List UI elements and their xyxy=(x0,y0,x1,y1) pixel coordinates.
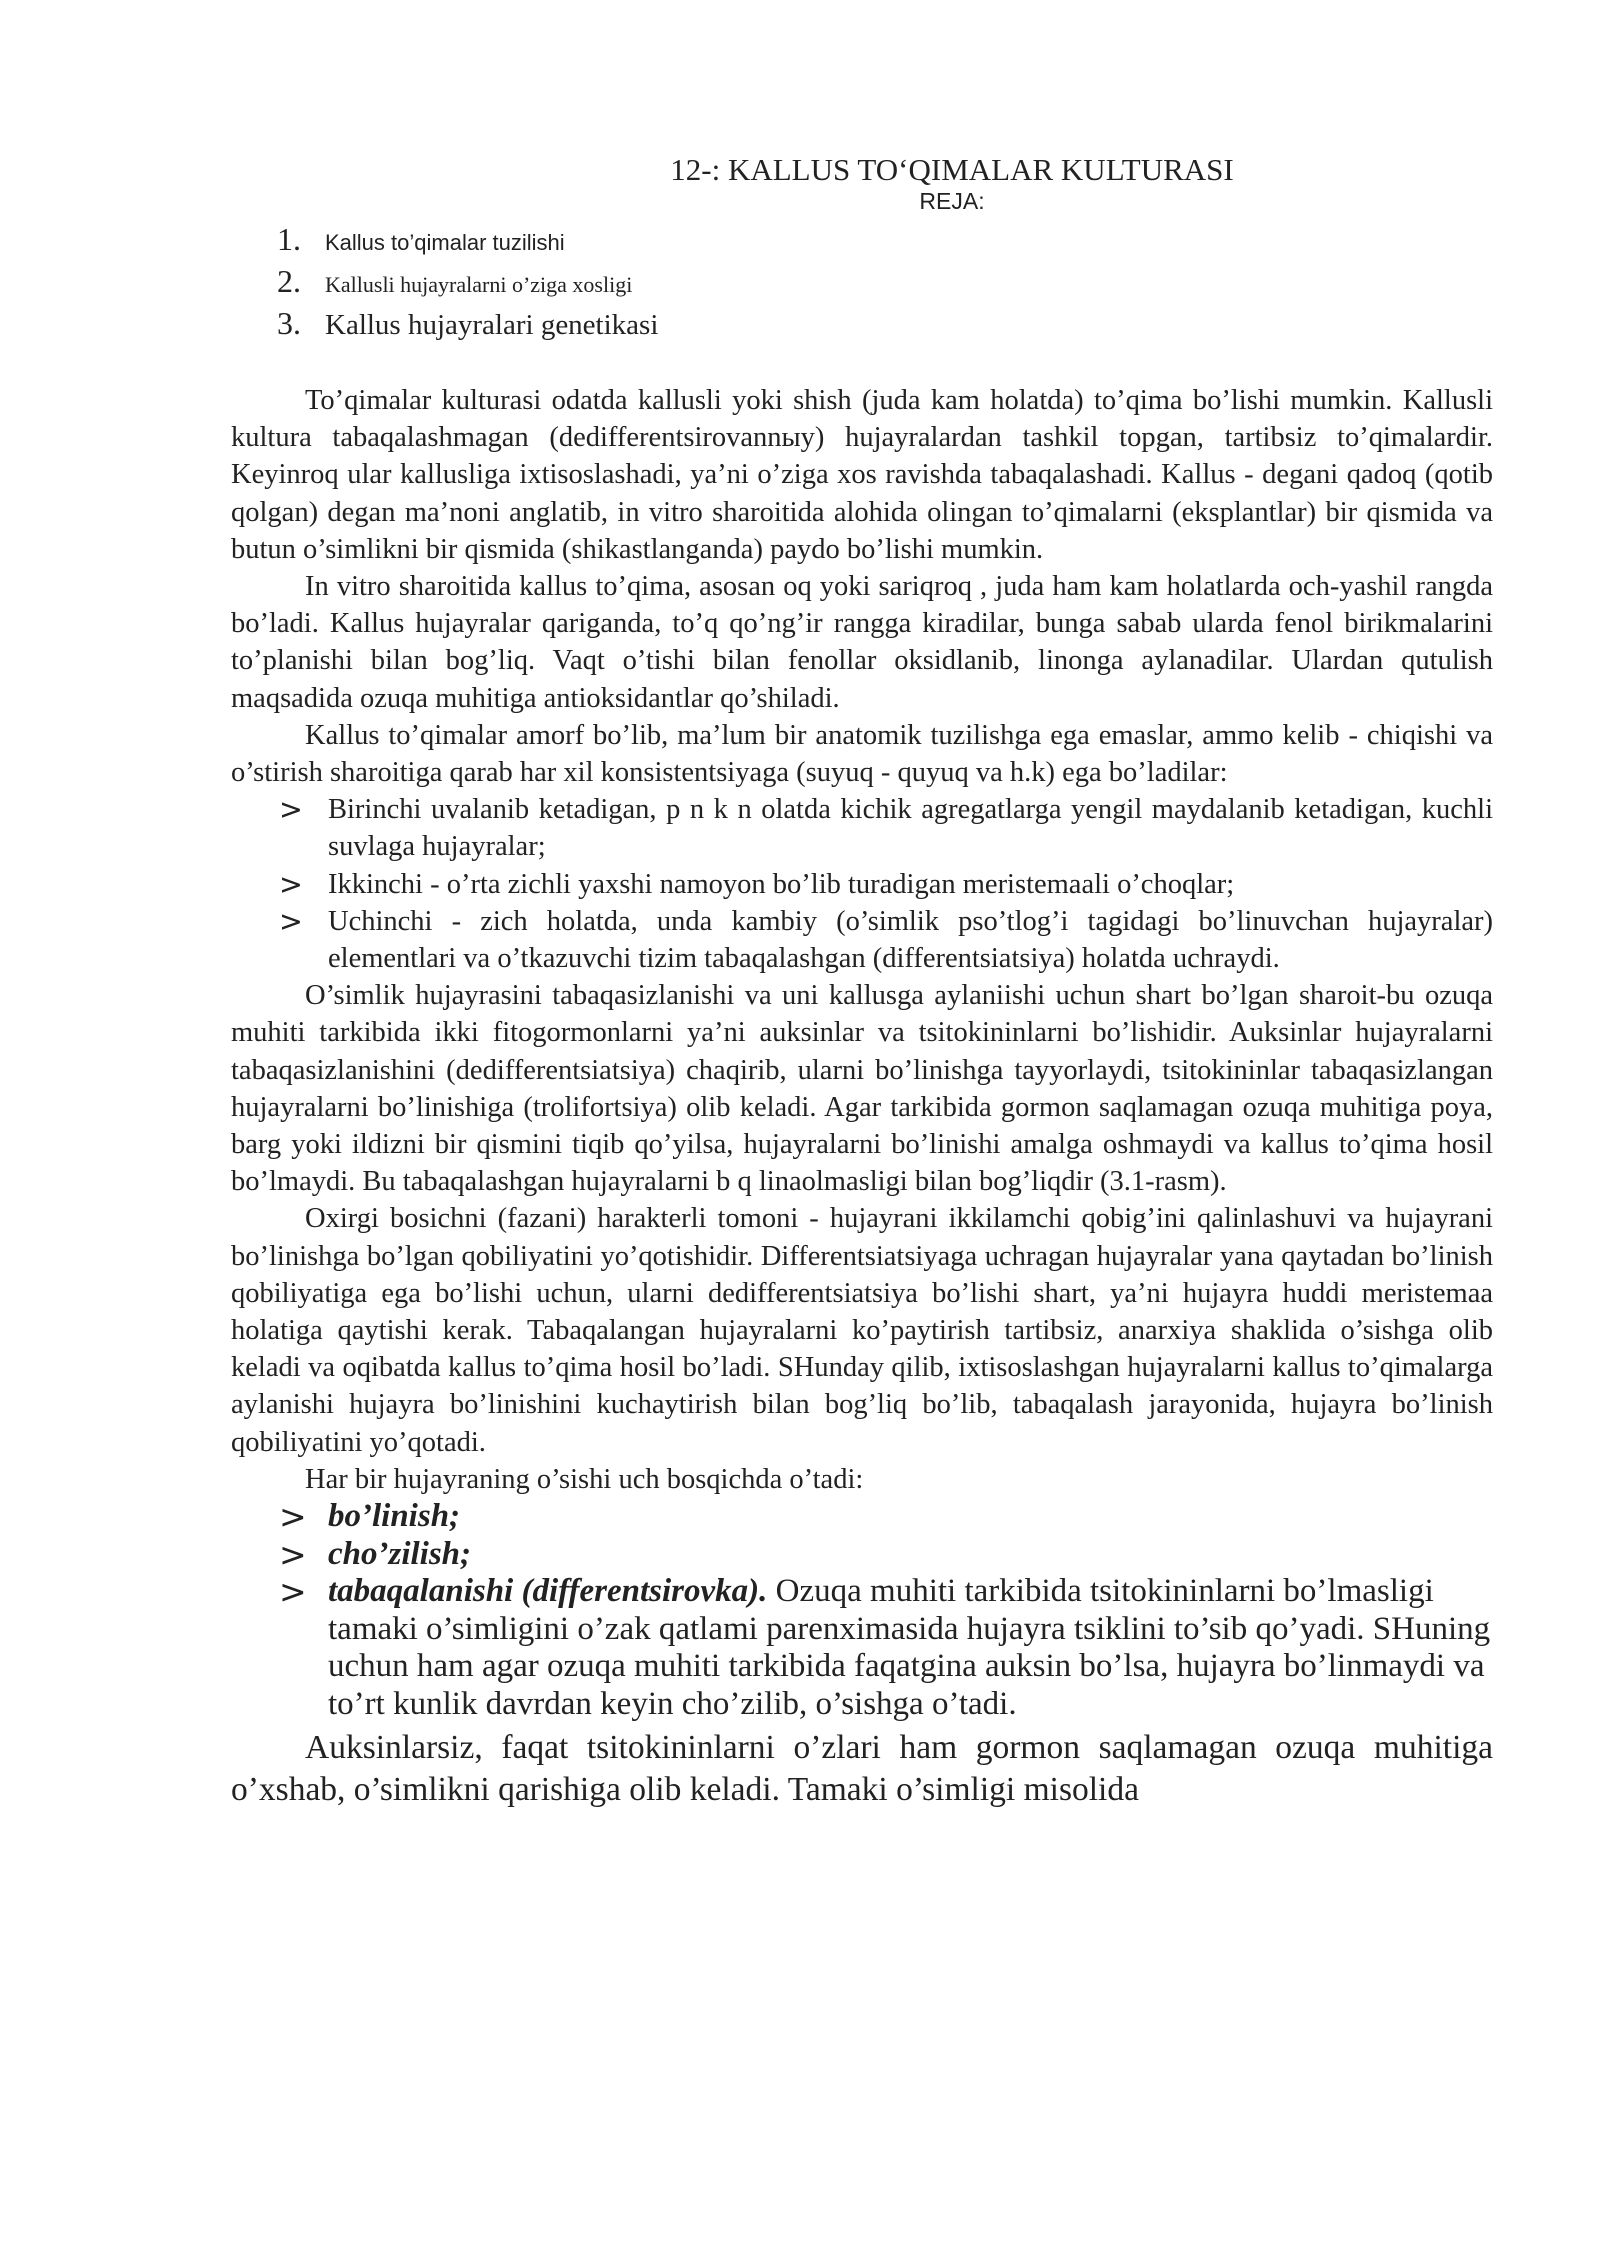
plan-item xyxy=(277,220,1493,262)
paragraph: Auksinlarsiz, faqat tsitokininlarni o’zlari ham gormon saqlamagan ozuqa muhitiga o’xshab, o’simlikni qarishiga olib keladi. Tamaki o’simligi misolida xyxy=(231,1729,1493,1809)
plan-item-text: Kallus hujayralari genetikasi xyxy=(325,309,659,341)
bullet-item xyxy=(231,1536,1493,1574)
bullet-text: Ozuqa muhiti tarkibida tsitokininlarni bo’lmasligi tamaki o’simligini o’zak qatlami parenximasida hujayra tsiklini to’sib qo’yadi. SHuning uchun ham agar ozuqa muhiti tarkibida faqatgina auksin bo’lsa, hujayra bo’linmaydi va to’rt kunlik davrdan keyin cho’zilib, o’sishga o’tadi. xyxy=(328,1573,1491,1722)
bullet-arrow-icon: > xyxy=(279,1572,307,1612)
page-title: 12-: KALLUS TO‘QIMALAR KULTURASI xyxy=(670,152,1234,187)
bullet-text: Birinchi uvalanib ketadigan, p n k n olatda kichik agregatlarga yengil maydalanib ketadigan, kuchli suvlaga hujayralar; xyxy=(328,794,1493,863)
bullet-arrow-icon: > xyxy=(279,867,303,901)
paragraph: Kallus to’qimalar amorf bo’lib, ma’lum bir anatomik tuzilishga ega emaslar, ammo kelib - chiqishi va o’stirish sharoitiga qarab har xil konsistentsiyaga (suyuq - quyuq va h.k) ega bo’ladilar: xyxy=(231,719,1493,789)
paragraph: Har bir hujayraning o’sishi uch bosqichda o’tadi: xyxy=(305,1463,864,1495)
bullet-item xyxy=(231,1573,1493,1723)
plan-item-number: 2. xyxy=(277,263,301,299)
bullet-arrow-icon: > xyxy=(279,1497,307,1537)
bullet-arrow-icon: > xyxy=(279,904,303,938)
paragraph: O’simlik hujayrasini tabaqasizlanishi va uni kallusga aylaniishi uchun shart bo’lgan sharoit-bu ozuqa muhiti tarkibida ikki fitogormonlarni ya’ni auksinlar va tsitokininlarni bo’lishidir. Auksinlar hujayralarni tabaqasizlanishini (dedifferentsiatsiya) chaqirib, ularni bo’linishga tayyorlaydi, tsitokininlar tabaqasizlangan hujayralarni bo’linishiga (trolifortsiya) olib keladi. Agar tarkibida gormon saqlamagan ozuqa muhitiga poya, barg yoki ildizni bir qismini tiqib qo’yilsa, hujayralarni bo’linishi amalga oshmaydi va kallus to’qima hosil bo’lmaydi. Bu tabaqalashgan hujayralarni b q linaolmasligi bilan bog’liqdir (3.1-rasm). xyxy=(231,980,1493,1198)
bullet-arrow-icon: > xyxy=(279,793,303,827)
bullet-arrow-icon: > xyxy=(279,1534,307,1574)
plan-item-text: Kallusli hujayralarni o’ziga xosligi xyxy=(325,272,633,297)
plan-list xyxy=(277,220,1493,344)
bullet-item xyxy=(231,791,1493,865)
plan-item xyxy=(277,304,1493,344)
bullet-item xyxy=(231,903,1493,977)
growth-stages-list xyxy=(231,1498,1493,1723)
paragraph: To’qimalar kulturasi odatda kallusli yoki shish (juda kam holatda) to’qima bo’lishi mumkin. Kallusli kultura tabaqalashmagan (dedifferentsirovannыy) hujayralardan tashkil topgan, tartibsiz to’qimalardir. Keyinroq ular kallusliga ixtisoslashadi, ya’ni o’ziga xos ravishda tabaqalashadi. Kallus - degani qadoq (qotib qolgan) degan ma’noni anglatib, in vitro sharoitida alohida olingan to’qimalarni (eksplantlar) bir qismida va butun o’simlikni bir qismida (shikastlanganda) paydo bo’lishi mumkin. xyxy=(231,385,1493,565)
plan-item-text: Kallus to’qimalar tuzilishi xyxy=(325,230,565,255)
plan-item xyxy=(277,262,1493,304)
bullet-item xyxy=(231,866,1493,903)
plan-item-number: 1. xyxy=(277,221,301,257)
bullet-bold-text: cho’zilish; xyxy=(328,1535,472,1572)
plan-item-number: 3. xyxy=(277,305,301,341)
body-text xyxy=(231,382,1493,1811)
plan-heading: REJA: xyxy=(919,188,985,214)
bullet-bold-text: bo’linish; xyxy=(328,1498,461,1535)
bullet-text: Uchinchi - zich holatda, unda kambiy (o’simlik pso’tlog’i tagidagi bo’linuvchan hujayralar) elementlari va o’tkazuvchi tizim tabaqalashgan (differentsiatsiya) holatda uchraydi. xyxy=(328,905,1493,975)
bullet-item xyxy=(231,1498,1493,1536)
bullet-list xyxy=(231,791,1493,977)
paragraph: In vitro sharoitida kallus to’qima, asosan oq yoki sariqroq , juda ham kam holatlarda och-yashil rangda bo’ladi. Kallus hujayralar qariganda, to’q qo’ng’ir rangga kiradilar, bunga sabab ularda fenol birikmalarini to’planishi bilan bog’liq. Vaqt o’tishi bilan fenollar oksidlanib, linonga aylanadilar. Ulardan qutulish maqsadida ozuqa muhitiga antioksidantlar qo’shiladi. xyxy=(231,571,1493,714)
bullet-text: Ikkinchi - o’rta zichli yaxshi namoyon bo’lib turadigan meristemaali o’choqlar; xyxy=(328,868,1235,900)
document-content xyxy=(231,151,1493,1811)
paragraph: Oxirgi bosichni (fazani) harakterli tomoni - hujayrani ikkilamchi qobig’ini qalinlashuvi va hujayrani bo’linishga bo’lgan qobiliyatini yo’qotishidir. Differentsiatsiyaga uchragan hujayralar yana qaytadan bo’linish qobiliyatiga ega bo’lishi uchun, ularni dedifferentsiatsiya bo’lishi shart, ya’ni hujayra huddi meristemaa holatiga qaytishi kerak. Tabaqalangan hujayralarni ko’paytirish tartibsiz, anarxiya shaklida o’sishga olib keladi va oqibatda kallus to’qima hosil bo’ladi. SHunday qilib, ixtisoslashgan hujayralarni kallus to’qimalarga aylanishi hujayra bo’linishini kuchaytirish bilan bog’liq bo’lib, tabaqalash jarayonida, hujayra bo’linish qobiliyatini yo’qotadi. xyxy=(231,1203,1493,1458)
bullet-bold-text: tabaqalanishi (differentsirovka). xyxy=(328,1573,768,1610)
